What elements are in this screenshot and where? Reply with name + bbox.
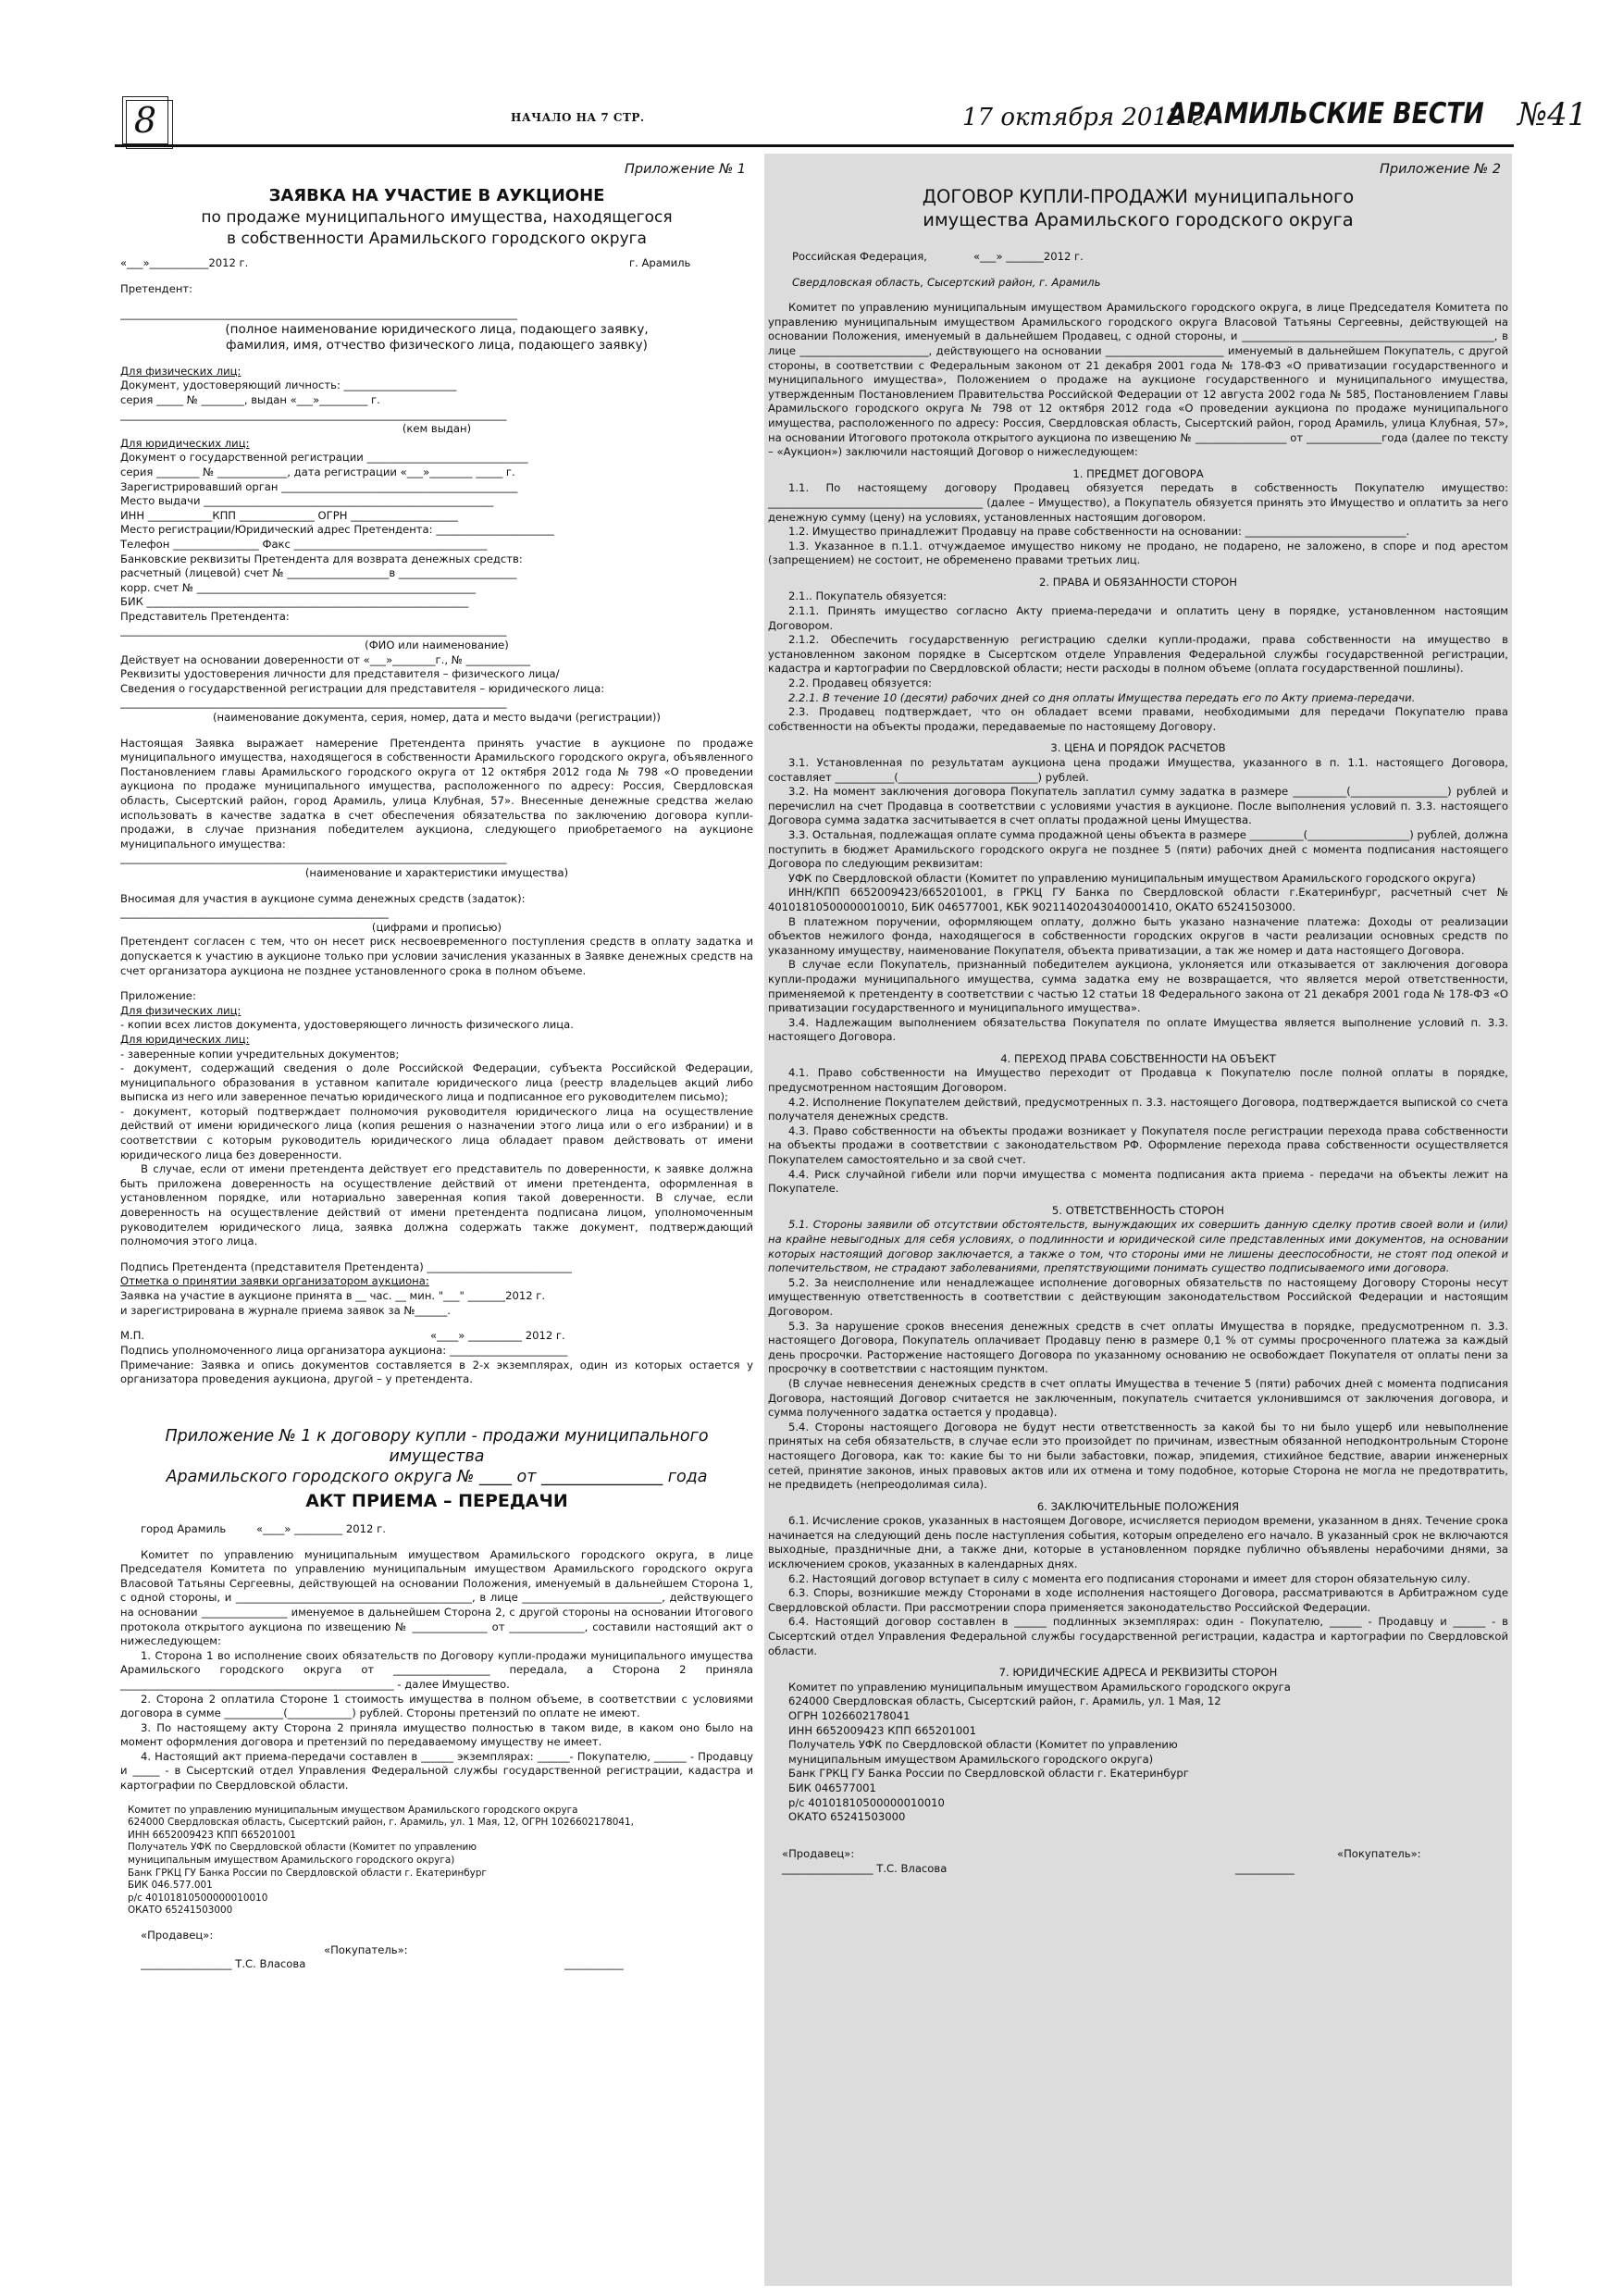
clause: 2.3. Продавец подтверждает, что он обладает всеми правами, необходимыми для передачи Покупателю права собственности на объекты продажи, передаваемые по настоящему Договору. — [768, 705, 1508, 733]
date-place-row — [120, 256, 753, 271]
jur-line: Сведения о государственной регистрации для представителя – юридического лица: — [120, 681, 605, 695]
clause: 6.3. Споры, возникшие между Сторонами в ходе исполнения настоящего Договора, рассматриваются в Арбитражном суде Свердловской области. При рассмотрении спора применяется законодательство Российской Федерации. — [768, 1586, 1508, 1614]
jur-heading: Для юридических лиц: — [120, 436, 250, 450]
section-heading: 2. ПРАВА И ОБЯЗАННОСТИ СТОРОН — [1038, 575, 1238, 589]
contract-intro: Комитет по управлению муниципальным имуществом Арамильского городского округа, в лице Председателя Комитета по управлению муниципальным имуществом Арамильского городского округа Власовой Татьяны Сергеевны, действующей на основании Положения, именуемый в дальнейшем Продавец, с одной стороны, и _______________________________________________, в лице ________________________, действующего на основании ______________________ именуемый в дальнейшем Покупатель, с другой стороны, в соответствии с Федеральным законом от 21 декабря 2001 года № 178-ФЗ «О приватизации государственного и муниципального имущества», Положением о продаже на аукционе государственного и муниципального имущества, утвержденным Постановлением Правительства Российской Федерации от 12 августа 2002 года № 585, Постановлением Главы Арамильского городского округа № 798 от 12 октября 2012 года «О проведении аукциона по продаже муниципального имущества, расположенного по адресу: Россия, Свердловская область, Сысертский район, город Арамиль, улица Клубная, 57», на основании Итогового протокола открытого аукциона по извещению № _________________ от ______________года (далее по тексту – «Аукцион») заключили настоящий Договор о нижеследующем: — [768, 301, 1508, 459]
clause: 5.3. За нарушение сроков внесения денежных средств в счет оплаты Имущества в порядке, предусмотренном п. 3.3. настоящего Договора, Покупатель оплачивает Продавцу пеню в размере 0,1 % от суммы просроченного платежа за каждый день просрочки. Расторжение настоящего Договора по указанному основанию не освобождает Покупателя от оплаты пени за просрочку в соответствии с настоящим пунктом. — [768, 1319, 1508, 1376]
requisite-line: муниципальным имуществом Арамильского городского округа) — [788, 1752, 1154, 1766]
header-rule — [115, 144, 1514, 147]
clause: 4.2. Исполнение Покупателем действий, предусмотренных п. 3.3. настоящего Договора, подтверждается выпиской со счета получателя денежных средств. — [768, 1095, 1508, 1123]
phys-line: ________________________________________________________________________ — [120, 407, 507, 421]
attach-phys-heading: Для физических лиц: — [120, 1003, 242, 1017]
buyer-label: «Покупатель»: — [324, 1942, 408, 1956]
party-labels-row — [768, 1847, 1508, 1862]
attach-jur-heading: Для юридических лиц: — [120, 1032, 250, 1046]
sign-line: Подпись Претендента (представителя Претендента) ___________________________ — [120, 1260, 572, 1273]
requisite-line: Комитет по управлению муниципальным имуществом Арамильского городского округа — [788, 1680, 1291, 1694]
act-city: город Арамиль — [141, 1521, 227, 1535]
clause: 2.1.2. Обеспечить государственную регистрацию сделки купли-продажи, права собственности на имущество в установленном законом порядке в Сысертском отделе Управления Федеральной службы государственной регистрации, кадастра и картографии по Свердловской области; нести расходы в полном объеме (оплата государственной пошлины). — [768, 633, 1508, 676]
sign-line: Отметка о принятии заявки организатором аукциона: — [120, 1274, 429, 1288]
annex-title-2: Арамильского городского округа № ____ от _______________ года — [166, 1467, 708, 1486]
signature-row — [768, 1862, 1508, 1877]
section-heading: 1. ПРЕДМЕТ ДОГОВОРА — [1072, 466, 1204, 480]
section-heading: 6. ЗАКЛЮЧИТЕЛЬНЫЕ ПОЛОЖЕНИЯ — [1036, 1499, 1240, 1513]
statement-paragraph: Настоящая Заявка выражает намерение Претендента принять участие в аукционе по продаже муниципального имущества, находящегося в собственности Арамильского городского округа, объявленного Постановлением главы Арамильского городского округа от 12 октября 2012 года № 798 «О проведении аукциона по продаже муниципального имущества, расположенного по адресу: Россия, Свердловская область, Сысертский район, город Арамиль, улица Клубная, 57». Внесенные денежные средства желаю использовать в качестве задатка в счет обеспечения обязательства по заключению договора купли-продажи, в случае признания победителем аукциона, следующего приобретаемого на аукционе муниципального имущества: — [120, 736, 753, 850]
act-title: АКТ ПРИЕМА – ПЕРЕДАЧИ — [305, 1490, 568, 1511]
seller-label: «Продавец»: — [141, 1929, 214, 1942]
jur-line: корр. счет № ____________________________________________________ — [120, 580, 477, 594]
attach-jur-item: - документ, который подтверждает полномочия руководителя юридического лица на осуществление действий от имени юридического лица (копия решения о назначении этого лица или о его избрании) и в соответствии с которым руководитель юридического лица обладает правом действовать от имени юридического лица без доверенности. — [120, 1104, 753, 1161]
clause: УФК по Свердловской области (Комитет по управлению муниципальным имуществом Арамильского городского округа) — [788, 871, 1476, 885]
continued-from: НАЧАЛО НА 7 СТР. — [511, 111, 645, 124]
contract-date: «___» _______2012 г. — [973, 249, 1084, 263]
jur-line: (наименование документа, серия, номер, дата и место выдачи (регистрации)) — [213, 711, 661, 725]
clause: 2.2.1. В течение 10 (десяти) рабочих дней со дня оплаты Имущества передать его по Акту приема-передачи. — [788, 690, 1416, 704]
section-heading: 5. ОТВЕТСТВЕННОСТЬ СТОРОН — [1051, 1203, 1225, 1217]
clause: В случае если Покупатель, признанный победителем аукциона, уклоняется или отказывается от заключения договора купли-продажи муниципального имущества, сумма задатка ему не возвращается, что является мерой ответственности, применяемой к претенденту в соответствии с частью 12 статьи 18 Федерального закона от 21 декабря 2001 года № 178-ФЗ «О приватизации государственного и муниципального имущества». — [768, 958, 1508, 1015]
clause: 5.1. Стороны заявили об отсутствии обстоятельств, вынуждающих их совершить данную сделку против своей воли и (или) на крайне невыгодных для себя условиях, о подлинности и юридической силе представленных ими документов, на основании которых настоящий договор заключается, а также о том, что стороны ими не лишены дееспособности, не стоят под опекой и попечительством, не страдают заболеваниями, препятствующими понимать существо подписываемого ими договора. — [768, 1218, 1508, 1275]
clause: 6.2. Настоящий договор вступает в силу с момента его подписания сторонами и имеет для сторон обязательную силу. — [788, 1571, 1471, 1585]
clause: 6.1. Исчисление сроков, указанных в настоящем Договоре, исчисляется периодом времени, указанном в днях. Течение срока начинается на следующий день после наступления события, которым определено его начало. В указанный срок не включаются выходные, праздничные дни, а также дни, которые в установленном порядке публично объявлены нерабочими днями, за исключением сроков, указанных в календарных днях. — [768, 1514, 1508, 1571]
requisite-line: ОГРН 1026602178041 — [788, 1709, 911, 1722]
requisite-line: р/с 40101810500000010010 — [128, 1892, 268, 1904]
application-heading: ЗАЯВКА НА УЧАСТИЕ В АУКЦИОНЕ — [268, 185, 605, 205]
clause: (В случае невнесения денежных средств в счет оплаты Имущества в течение 5 (пяти) рабочих дней с момента подписания Договора, настоящий Договор считается не заключенным, покупатель считается уклонившимся от заключения договора, и сумма полученного задатка остается у продавца). — [768, 1376, 1508, 1420]
jur-line: Документ о государственной регистрации ______________________________ — [120, 451, 528, 465]
application-title — [120, 185, 753, 249]
clause: 1.1. По настоящему договору Продавец обязуется передать в собственность Покупателю имущество: ________________________________________ (далее – Имущество), а Покупатель обязуется принять это Имущество и оплатить за него денежную сумму (цену) на условиях, установленных настоящим договором. — [768, 481, 1508, 524]
jur-line: ________________________________________________________________________ — [120, 624, 507, 638]
act-item: 1. Сторона 1 во исполнение своих обязательств по Договору купли-продажи муниципального имущества Арамильского городского округа от __________________ передала, а Сторона 2 приняла ___________________________________________________ - далее Имущество. — [120, 1648, 753, 1691]
annex-title — [120, 1426, 753, 1487]
requisite-line: БИК 046577001 — [788, 1781, 876, 1794]
jur-line: ________________________________________________________________________ — [120, 696, 507, 710]
clause: 3.3. Остальная, подлежащая оплате сумма продажной цены объекта в размере __________(___________________) рублей, должна поступить в бюджет Арамильского городского округа не позднее 5 (пяти) рабочих дней с момента подписания настоящего Договора по следующим реквизитам: — [768, 827, 1508, 871]
applicant-hint-2: фамилия, имя, отчество физического лица, подающего заявку) — [226, 337, 648, 353]
deposit-blank: __________________________________________________ — [120, 906, 389, 920]
applicant-label: Претендент: — [120, 281, 193, 295]
jur-line: (ФИО или наименование) — [365, 639, 509, 652]
jur-line: ИНН ____________КПП ______________ ОГРН ____________________ — [120, 508, 459, 522]
deposit-label: Вносимая для участия в аукционе сумма денежных средств (задаток): — [120, 891, 526, 905]
clause: 5.2. За неисполнение или ненадлежащее исполнение договорных обязательств по настоящему Договору Стороны несут имущественную ответственность в соответствии с действующим законодательством Российской Федерации и настоящим Договором. — [768, 1275, 1508, 1318]
jur-line: Действует на основании доверенности от «___»________г., № ____________ — [120, 652, 531, 666]
seller-label: «Продавец»: — [782, 1846, 855, 1860]
requisite-line: Банк ГРКЦ ГУ Банка России по Свердловской области г. Екатеринбург — [128, 1867, 487, 1879]
appendix-label: Приложение № 2 — [1379, 162, 1501, 177]
page-number: 8 — [122, 96, 168, 144]
clause: 3.4. Надлежащим выполнением обязательства Покупателя по оплате Имущества является выполнение условий п. 3.3. настоящего Договора. — [768, 1015, 1508, 1044]
attach-heading: Приложение: — [120, 989, 196, 1003]
clause: 2.1.1. Принять имущество согласно Акту приема-передачи и оплатить цену в порядке, установленном настоящим Договором. — [768, 604, 1508, 632]
contract-country: Российская Федерация, — [792, 249, 927, 263]
clause: ИНН/КПП 6652009423/665201001, в ГРКЦ ГУ Банка по Свердловской области г.Екатеринбург, расчетный счет № 40101810500000010010, БИК 046577001, КБК 90211402043040001410, ОКАТО 65241503000. — [768, 886, 1508, 913]
buyer-signature: ___________ — [1235, 1861, 1295, 1875]
clause: 2.2. Продавец обязуется: — [788, 676, 933, 690]
phys-line: Документ, удостоверяющий личность: _____________________ — [120, 379, 457, 392]
sign-line: и зарегистрирована в журнале приема заявок за №______. — [120, 1303, 451, 1317]
agree-paragraph: Претендент согласен с тем, что он несет риск несвоевременного поступления средств в оплату задатка и допускается к участию в аукционе только при условии зачисления указанных в Заявке денежных средств на счет организатора аукциона не позднее установленного срока в полном объеме. — [120, 935, 753, 977]
right-requisites — [788, 1681, 1508, 1825]
attach-phys-item: - копии всех листов документа, удостоверяющего личность физического лица. — [120, 1018, 574, 1032]
note-paragraph: Примечание: Заявка и опись документов составляется в 2-х экземплярах, один из которых остается у организатора проведения аукциона, другой – у претендента. — [120, 1358, 753, 1386]
jur-line: расчетный (лицевой) счет № ___________________в ______________________ — [120, 566, 517, 580]
requisite-line: Получатель УФК по Свердловской области (Комитет по управлению — [128, 1842, 477, 1854]
act-item: 2. Сторона 2 оплатила Стороне 1 стоимость имущества в полном объеме, в соответствии с условиями договора в сумме ___________(____________) рублей. Стороны претензий по оплате не имеют. — [120, 1692, 753, 1720]
requisite-line: ИНН 6652009423 КПП 665201001 — [128, 1829, 296, 1841]
requisite-line: ОКАТО 65241503000 — [788, 1810, 906, 1824]
attach-jur-item: - заверенные копии учредительных документов; — [120, 1047, 400, 1061]
contract-title — [768, 185, 1508, 231]
property-hint: (наименование и характеристики имущества) — [304, 865, 569, 879]
application-subtitle-2: в собственности Арамильского городского округа — [227, 229, 647, 248]
contract-title-2: имущества Арамильского городского округа — [923, 208, 1354, 230]
right-column — [768, 155, 1508, 1877]
requisite-line: Комитет по управлению муниципальным имуществом Арамильского городского округа — [128, 1804, 578, 1816]
requisite-line: Банк ГРКЦ ГУ Банка России по Свердловской области г. Екатеринбург — [788, 1767, 1189, 1781]
seller-signature: _________________ Т.С. Власова — [141, 1957, 306, 1971]
seller-signature: _________________ Т.С. Власова — [782, 1861, 948, 1875]
buyer-label: «Покупатель»: — [1337, 1846, 1421, 1860]
clause: 1.2. Имущество принадлежит Продавцу на праве собственности на основании: ______________________________. — [788, 525, 1410, 539]
applicant-blank: __________________________________________________________________________ — [120, 307, 517, 321]
jur-line: Место регистрации/Юридический адрес Претендента: ______________________ — [120, 523, 554, 537]
application-date: «___»___________2012 г. — [120, 255, 249, 269]
mp-date: «____» __________ 2012 г. — [430, 1329, 565, 1343]
attach-jur-item: - документ, содержащий сведения о доле Российской Федерации, субъекта Российской Федерации, муниципального образования в уставном капитале юридического лица (реестр владельцев акций либо выписка из него или заверенное печатью юридического лица и подписанное его руководителем письмо); — [120, 1061, 753, 1104]
clause: 4.4. Риск случайной гибели или порчи имущества с момента подписания акта приема - передачи на объекты лежит на Покупателе. — [768, 1167, 1508, 1196]
jur-line: Телефон ________________ Факс ____________________________________ — [120, 537, 488, 551]
requisite-line: ОКАТО 65241503000 — [128, 1905, 233, 1917]
requisite-line: БИК 046.577.001 — [128, 1880, 213, 1892]
jur-line: серия ________ № _____________, дата регистрации «___»________ _____ г. — [120, 465, 515, 478]
section-heading: 4. ПЕРЕХОД ПРАВА СОБСТВЕННОСТИ НА ОБЪЕКТ — [1000, 1051, 1276, 1065]
mp-label: М.П. — [120, 1329, 145, 1343]
act-intro: Комитет по управлению муниципальным имуществом Арамильского городского округа, в лице Председателя Комитета по управлению муниципальным имуществом Арамильского городского округа Власовой Татьяны Сергеевны, действующей на основании Положения, именуемый в дальнейшем Сторона 1, с одной стороны, и ____________________________________________, в лице __________________________, действующего на основании ________________ именуемое в дальнейшем Сторона 2, с другой стороны на основании Итогового протокола открытого аукциона по извещению № ______________ от ______________, составили настоящий акт о нижеследующем: — [120, 1547, 753, 1648]
act-date-row — [141, 1522, 753, 1537]
left-column — [120, 155, 753, 1972]
jur-line: Реквизиты удостоверения личности для представителя – физического лица/ — [120, 667, 560, 681]
contract-date-row — [792, 250, 1508, 265]
jur-line: Место выдачи ______________________________________________________ — [120, 494, 494, 508]
requisite-line: ИНН 6652009423 КПП 665201001 — [788, 1723, 976, 1737]
clause: 4.3. Право собственности на объекты продажи возникает у Покупателя после регистрации перехода права собственности на объекты продажи в соответствии с законодательством РФ. Оформление перехода права собственности осуществляется Покупателем самостоятельно и за свой счет. — [768, 1123, 1508, 1167]
clause: 3.2. На момент заключения договора Покупатель заплатил сумму задатка в размере __________(__________________) рублей и перечислил на счет Продавца в соответствии с условиями участия в аукционе. После выполнения условий п. 3.3. настоящего Договора сумма задатка засчитывается в счет оплаты продажной цены Имущества. — [768, 785, 1508, 827]
applicant-hint-1: (полное наименование юридического лица, подающего заявку, — [225, 321, 649, 337]
sign-organizer: Подпись уполномоченного лица организатора аукциона: ______________________ — [120, 1344, 568, 1358]
requisite-line: Получатель УФК по Свердловской области (Комитет по управлению — [788, 1738, 1178, 1752]
contract-place: Свердловская область, Сысертский район, г. Арамиль — [792, 275, 1101, 289]
sign-line: Заявка на участие в аукционе принята в __ час. __ мин. "___" _______2012 г. — [120, 1289, 546, 1302]
requisite-line: муниципальным имуществом Арамильского городского округа) — [128, 1855, 455, 1867]
buyer-signature: ___________ — [564, 1957, 624, 1971]
phys-heading: Для физических лиц: — [120, 364, 242, 378]
jur-line: Банковские реквизиты Претендента для возврата денежных средств: — [120, 552, 523, 565]
clause: 5.4. Стороны настоящего Договора не будут нести ответственность за какой бы то ни было ущерб или невыполнение принятых на себя обязательств, в случае если это произойдет по причинам, известным обязанной неподконтрольным Стороне настоящего Договора, как то: какие бы то ни были забастовки, пожар, эпидемия, стихийное бедствие, аварии инженерных сетей, принятие законов, иных правовых актов или их отмена и тому подобное, которые Сторона не могла не предотвратить, не предвидеть (непреодолимая сила). — [768, 1420, 1508, 1492]
property-blank: ________________________________________________________________________ — [120, 851, 507, 865]
act-date: «____» _________ 2012 г. — [256, 1521, 386, 1535]
phys-line: серия _____ № ________, выдан «___»_________ г. — [120, 392, 380, 406]
issue-number: №41 — [1518, 96, 1588, 133]
clause: В платежном поручении, оформляющем оплату, должно быть указано назначение платежа: Доходы от реализации объектов нежилого фонда, находящегося в собственности городских округов в части реализации основных средств по указанному имуществу, наименование Покупателя, объекта приватизации, а так же номер и дата настоящего Договора. — [768, 914, 1508, 957]
jur-line: БИК ____________________________________________________________ — [120, 595, 469, 609]
application-subtitle-1: по продаже муниципального имущества, находящегося — [201, 207, 673, 227]
requisite-line: 624000 Свердловская область, Сысертский район, г. Арамиль, ул. 1 Мая, 12 — [788, 1694, 1221, 1708]
requisite-line: 624000 Свердловская область, Сысертский район, г. Арамиль, ул. 1 Мая, 12, ОГРН 1026602178041, — [128, 1817, 634, 1829]
newspaper-title: АРАМИЛЬСКИЕ ВЕСТИ — [1168, 97, 1484, 130]
section-heading: 7. ЮРИДИЧЕСКИЕ АДРЕСА И РЕКВИЗИТЫ СТОРОН — [998, 1666, 1278, 1680]
proxy-paragraph: В случае, если от имени претендента действует его представитель по доверенности, к заявке должна быть приложена доверенность на осуществление действий от имени претендента, оформленная в установленном порядке, или нотариально заверенная копия такой доверенности. В случае, если доверенность на осуществление действий от имени претендента подписана лицом, уполномоченным руководителем юридического лица, заявка должна содержать также документ, подтверждающий полномочия этого лица. — [120, 1162, 753, 1248]
phys-line: (кем выдан) — [402, 422, 472, 436]
clause: 6.4. Настоящий договор составлен в ______ подлинных экземплярах: один - Покупателю, ______ - Продавцу и ______ - в Сысертский отдел Управления Федеральной службы государственной регистрации, кадастра и картографии по Свердловской области. — [768, 1615, 1508, 1657]
issue-date: 17 октября 2012 г. — [962, 104, 1211, 131]
application-place: г. Арамиль — [629, 255, 691, 269]
jur-line: Представитель Претендента: — [120, 609, 290, 623]
deposit-hint: (цифрами и прописью) — [371, 920, 502, 934]
section-heading: 3. ЦЕНА И ПОРЯДОК РАСЧЕТОВ — [1050, 741, 1226, 755]
act-item: 3. По настоящему акту Сторона 2 приняла имущество полностью в таком виде, в каком оно было на момент оформления договора и претензий по передаваемому имуществу не имеет. — [120, 1720, 753, 1749]
left-requisites — [128, 1805, 753, 1917]
signature-row — [120, 1957, 753, 1972]
clause: 3.1. Установленная по результатам аукциона цена продажи Имущества, указанного в п. 1.1. настоящего Договора, составляет ___________(__________________________) рублей. — [768, 756, 1508, 784]
jur-line: Зарегистрировавший орган ____________________________________________ — [120, 479, 518, 493]
clause: 1.3. Указанное в п.1.1. отчуждаемое имущество никому не продано, не подарено, не заложено, в споре и под арестом (запрещением) не состоит, не обременено правами третьих лиц. — [768, 539, 1508, 567]
clause: 2.1.. Покупатель обязуется: — [788, 590, 948, 603]
clause: 4.1. Право собственности на Имущество переходит от Продавца к Покупателю после полной оплаты в порядке, предусмотренном настоящим Договором. — [768, 1066, 1508, 1095]
requisite-line: р/с 40101810500000010010 — [788, 1795, 945, 1809]
mp-row — [120, 1329, 753, 1344]
act-item: 4. Настоящий акт приема-передачи составлен в ______ экземплярах: ______- Покупателю, ______ - Продавцу и _____ - в Сысертский отдел Управления Федеральной службы государственной регистрации, кадастра и картографии по Свердловской области. — [120, 1749, 753, 1793]
contract-title-1: ДОГОВОР КУПЛИ-ПРОДАЖИ муниципального — [922, 185, 1355, 207]
annex-title-1: Приложение № 1 к договору купли - продажи муниципального имущества — [165, 1426, 709, 1466]
appendix-label: Приложение № 1 — [624, 162, 746, 177]
